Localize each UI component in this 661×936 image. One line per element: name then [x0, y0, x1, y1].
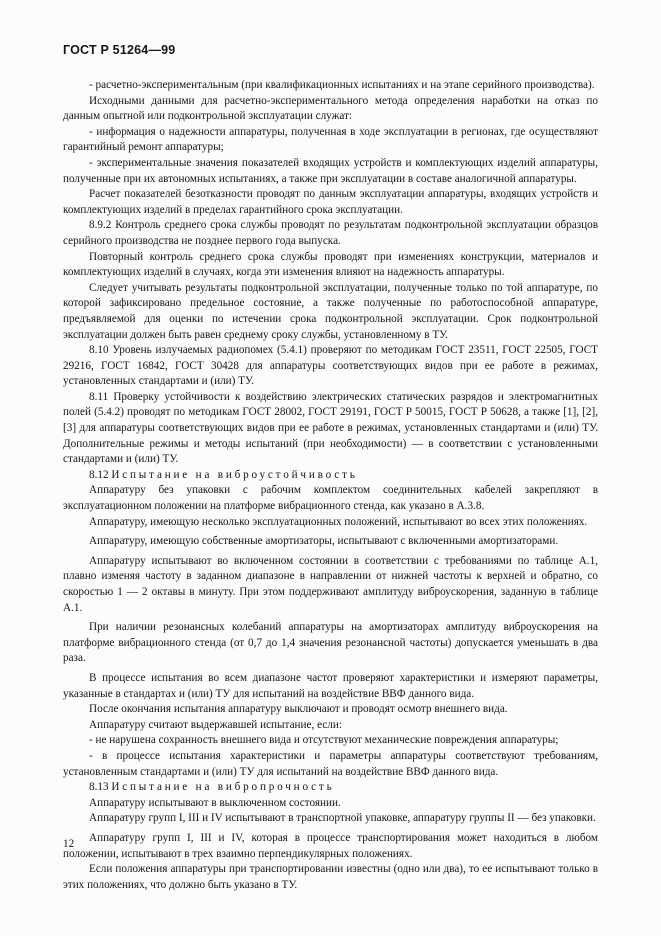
paragraph: 8.10 Уровень излучаемых радиопомех (5.4.1) проверяют по методикам ГОСТ 23511, ГОСТ 22505, ГОСТ 29216, ГОСТ 16842, ГОСТ 30428 для аппаратуры соответствующих видов при ее работе в режимах, установленных стандартами и (или) ТУ.	[63, 344, 598, 388]
paragraph: - экспериментальные значения показателей входящих устройств и комплектующих изделий аппаратуры, полученные при их автономных испытаниях, а также при эксплуатации в составе аналогичной аппаратуры.	[63, 156, 598, 185]
section-number: 8.12	[89, 468, 109, 481]
paragraph: 8.9.2 Контроль среднего срока службы проводят по результатам подконтрольной эксплуатации образцов серийного производства не позднее первого года выпуска.	[63, 219, 598, 247]
paragraph: Если положения аппаратуры при транспортировании известны (одно или два), то ее испытывают только в этих положениях, что должно быть указано в ТУ.	[63, 863, 598, 891]
paragraph: Следует учитывать результаты подконтрольной эксплуатации, полученные только по той аппаратуре, по которой зафиксировано предельное состояние, а также полученные по работоспособной аппаратуре, предъявляемой для оценки по истечении срока подконтрольной эксплуатации. Срок подконтрольной эксплуатации должен быть равен среднему сроку службы, установленному в ТУ.	[63, 281, 598, 341]
section-heading-8-12	[63, 468, 598, 484]
paragraph: Аппаратуру групп I, III и IV, которая в процессе транспортирования может находиться в любом положении, испытывают в трех взаимно перпендикулярных положениях.	[63, 831, 598, 860]
paragraph: - в процессе испытания характеристики и параметры аппаратуры соответствуют требованиям, установленным стандартами и (или) ТУ для испытаний на воздействие ВВФ данного вида.	[63, 749, 598, 778]
section-heading-8-13	[63, 780, 598, 796]
paragraph: Аппаратуру испытывают в выключенном состоянии.	[89, 796, 341, 809]
paragraph: При наличии резонансных колебаний аппаратуры на амортизаторах амплитуду виброускорения на платформе вибрационного стенда (от 0,7 до 1,4 значения резонансной частоты) допускается уменьшать в два раза.	[63, 621, 598, 665]
paragraph: Аппаратуру групп I, III и IV испытывают в транспортной упаковке, аппаратуру группы II — без упаковки.	[89, 812, 596, 825]
paragraph: Исходными данными для расчетно-экспериментального метода определения наработки на отказ по данным опытной или подконтрольной эксплуатации служат:	[63, 94, 598, 123]
paragraph: Аппаратуру, имеющую собственные амортизаторы, испытывают с включенными амортизаторами.	[89, 535, 559, 548]
paragraph: 8.11 Проверку устойчивости к воздействию электрических статических разрядов и электромагнитных полей (5.4.2) проводят по методикам ГОСТ 28002, ГОСТ 29191, ГОСТ Р 50015, ГОСТ Р 50628, а также [1], [2], [3] для аппаратуры соответствующих видов при ее работе в режимах, установленных стандартами и (или) ТУ. Дополнительные режимы и методы испытаний (при необходимости) — в соответствии с установленными стандартами и (или) ТУ.	[63, 390, 598, 466]
document-code-header: ГОСТ Р 51264—99	[63, 43, 176, 57]
paragraph: Аппаратуру, имеющую несколько эксплуатационных положений, испытывают во всех этих положениях.	[89, 515, 588, 528]
section-title: Испытание на виброустойчивость	[111, 468, 358, 481]
paragraph: - не нарушена сохранность внешнего вида и отсутствуют механические повреждения аппаратуры;	[89, 734, 559, 747]
paragraph: - информация о надежности аппаратуры, полученная в ходе эксплуатации в регионах, где осуществляют гарантийный ремонт аппаратуры;	[63, 125, 598, 154]
paragraph: После окончания испытания аппаратуру выключают и проводят осмотр внешнего вида.	[89, 703, 508, 716]
paragraph: В процессе испытания во всем диапазоне частот проверяют характеристики и измеряют параметры, указанные в стандартах и (или) ТУ для испытаний на воздействие ВВФ данного вида.	[63, 671, 598, 700]
paragraph: Повторный контроль среднего срока службы проводят при изменениях конструкции, материалов и комплектующих изделий в случаях, когда эти изменения влияют на надежность аппаратуры.	[63, 250, 598, 279]
section-title: Испытание на вибропрочность	[111, 781, 335, 794]
page-number: 12	[63, 838, 75, 850]
paragraph: Аппаратуру считают выдержавшей испытание, если:	[89, 718, 342, 731]
paragraph: Аппаратуру без упаковки с рабочим комплектом соединительных кабелей закрепляют в эксплуатационном положении на платформе вибрационного стенда, как указано в А.3.8.	[63, 484, 598, 513]
section-number: 8.13	[89, 781, 109, 794]
paragraph: Аппаратуру испытывают во включенном состоянии в соответствии с требованиями по таблице А.1, плавно изменяя частоту в заданном диапазоне в направлении от нижней частоты к верхней и обратно, со скоростью 1 — 2 октавы в минуту. При этом поддерживают амплитуду виброускорения, заданную в таблице А.1.	[63, 554, 598, 614]
paragraph: Расчет показателей безотказности проводят по данным эксплуатации аппаратуры, входящих устройств и комплектующих изделий в пределах гарантийного срока эксплуатации.	[63, 188, 598, 216]
paragraph: - расчетно-экспериментальным (при квалификационных испытаниях и на этапе серийного производства).	[89, 79, 595, 91]
document-body	[63, 78, 598, 893]
